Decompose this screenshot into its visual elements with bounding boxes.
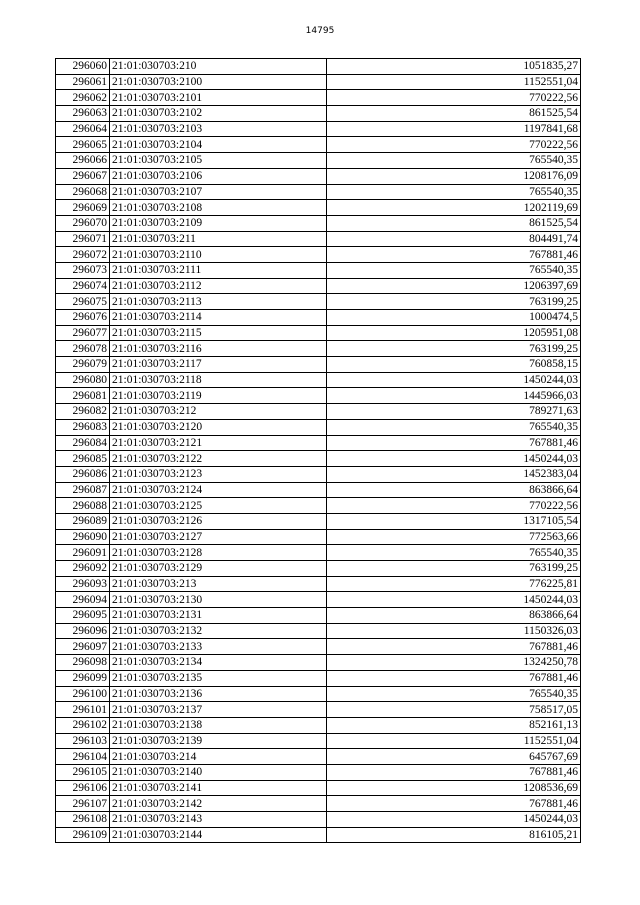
cadastral-number-cell: 21:01:030703:2140: [110, 764, 327, 780]
row-number-cell: 296097: [56, 639, 110, 655]
table-row: [56, 498, 581, 514]
cadastral-number-cell: 21:01:030703:2113: [110, 294, 327, 310]
row-number-cell: 296090: [56, 529, 110, 545]
cadastral-value-cell: 1197841,68: [327, 121, 581, 137]
table-row: [56, 686, 581, 702]
cadastral-value-cell: 1445966,03: [327, 388, 581, 404]
cadastral-value-cell: 765540,35: [327, 686, 581, 702]
cadastral-value-cell: 1450244,03: [327, 592, 581, 608]
cadastral-number-cell: 21:01:030703:2112: [110, 278, 327, 294]
table-row: [56, 278, 581, 294]
cadastral-value-cell: 763199,25: [327, 561, 581, 577]
page-number: 14795: [305, 26, 335, 36]
table-row: [56, 749, 581, 765]
cadastral-number-cell: 21:01:030703:2128: [110, 545, 327, 561]
cadastral-number-cell: 21:01:030703:2131: [110, 608, 327, 624]
table-row: [56, 341, 581, 357]
cadastral-number-cell: 21:01:030703:2122: [110, 451, 327, 467]
cadastral-number-cell: 21:01:030703:2137: [110, 702, 327, 718]
row-number-cell: 296095: [56, 608, 110, 624]
cadastral-value-cell: 763199,25: [327, 294, 581, 310]
row-number-cell: 296088: [56, 498, 110, 514]
row-number-cell: 296061: [56, 74, 110, 90]
row-number-cell: 296077: [56, 325, 110, 341]
cadastral-value-cell: 645767,69: [327, 749, 581, 765]
cadastral-value-cell: 765540,35: [327, 184, 581, 200]
table-row: [56, 623, 581, 639]
cadastral-value-cell: 758517,05: [327, 702, 581, 718]
cadastral-number-cell: 21:01:030703:2126: [110, 513, 327, 529]
table-row: [56, 215, 581, 231]
table-row: [56, 655, 581, 671]
row-number-cell: 296096: [56, 623, 110, 639]
table-body: [56, 59, 581, 843]
row-number-cell: 296100: [56, 686, 110, 702]
cadastral-value-cell: 765540,35: [327, 153, 581, 169]
cadastral-number-cell: 21:01:030703:2114: [110, 310, 327, 326]
row-number-cell: 296108: [56, 812, 110, 828]
table-row: [56, 670, 581, 686]
row-number-cell: 296075: [56, 294, 110, 310]
table-row: [56, 764, 581, 780]
row-number-cell: 296089: [56, 513, 110, 529]
cadastral-number-cell: 21:01:030703:2102: [110, 106, 327, 122]
cadastral-value-cell: 852161,13: [327, 717, 581, 733]
row-number-cell: 296074: [56, 278, 110, 294]
row-number-cell: 296065: [56, 137, 110, 153]
row-number-cell: 296094: [56, 592, 110, 608]
table-row: [56, 247, 581, 263]
row-number-cell: 296080: [56, 372, 110, 388]
row-number-cell: 296105: [56, 764, 110, 780]
row-number-cell: 296091: [56, 545, 110, 561]
table-row: [56, 325, 581, 341]
cadastral-value-cell: 863866,64: [327, 608, 581, 624]
table-row: [56, 639, 581, 655]
row-number-cell: 296102: [56, 717, 110, 733]
cadastral-value-cell: 863866,64: [327, 482, 581, 498]
cadastral-value-cell: 804491,74: [327, 231, 581, 247]
row-number-cell: 296083: [56, 419, 110, 435]
table-row: [56, 780, 581, 796]
cadastral-number-cell: 21:01:030703:2104: [110, 137, 327, 153]
cadastral-value-cell: 1202119,69: [327, 200, 581, 216]
row-number-cell: 296063: [56, 106, 110, 122]
cadastral-number-cell: 21:01:030703:2115: [110, 325, 327, 341]
cadastral-value-cell: 1317105,54: [327, 513, 581, 529]
cadastral-value-cell: 767881,46: [327, 796, 581, 812]
row-number-cell: 296076: [56, 310, 110, 326]
row-number-cell: 296067: [56, 168, 110, 184]
cadastral-value-cell: 1152551,04: [327, 74, 581, 90]
table-row: [56, 262, 581, 278]
cadastral-value-cell: 1450244,03: [327, 451, 581, 467]
table-row: [56, 357, 581, 373]
cadastral-value-cell: 1208536,69: [327, 780, 581, 796]
table-row: [56, 592, 581, 608]
row-number-cell: 296104: [56, 749, 110, 765]
cadastral-number-cell: 21:01:030703:211: [110, 231, 327, 247]
cadastral-number-cell: 21:01:030703:2108: [110, 200, 327, 216]
row-number-cell: 296103: [56, 733, 110, 749]
table-row: [56, 576, 581, 592]
cadastral-value-cell: 765540,35: [327, 419, 581, 435]
cadastral-number-cell: 21:01:030703:2134: [110, 655, 327, 671]
cadastral-number-cell: 21:01:030703:2138: [110, 717, 327, 733]
cadastral-number-cell: 21:01:030703:2101: [110, 90, 327, 106]
cadastral-number-cell: 21:01:030703:2111: [110, 262, 327, 278]
cadastral-number-cell: 21:01:030703:2105: [110, 153, 327, 169]
cadastral-number-cell: 21:01:030703:2119: [110, 388, 327, 404]
cadastral-number-cell: 21:01:030703:2110: [110, 247, 327, 263]
table-row: [56, 59, 581, 75]
row-number-cell: 296109: [56, 827, 110, 843]
cadastral-number-cell: 21:01:030703:2118: [110, 372, 327, 388]
table-row: [56, 733, 581, 749]
cadastral-value-cell: 767881,46: [327, 435, 581, 451]
cadastral-number-cell: 21:01:030703:2139: [110, 733, 327, 749]
cadastral-number-cell: 21:01:030703:2125: [110, 498, 327, 514]
cadastral-number-cell: 21:01:030703:2124: [110, 482, 327, 498]
table-row: [56, 466, 581, 482]
table-row: [56, 90, 581, 106]
row-number-cell: 296107: [56, 796, 110, 812]
row-number-cell: 296086: [56, 466, 110, 482]
cadastral-value-cell: 767881,46: [327, 639, 581, 655]
table-row: [56, 419, 581, 435]
table-row: [56, 545, 581, 561]
row-number-cell: 296066: [56, 153, 110, 169]
cadastral-number-cell: 21:01:030703:2136: [110, 686, 327, 702]
cadastral-number-cell: 21:01:030703:2144: [110, 827, 327, 843]
cadastral-number-cell: 21:01:030703:2117: [110, 357, 327, 373]
table-row: [56, 435, 581, 451]
cadastral-number-cell: 21:01:030703:2106: [110, 168, 327, 184]
table-row: [56, 388, 581, 404]
table-row: [56, 482, 581, 498]
cadastral-number-cell: 21:01:030703:2109: [110, 215, 327, 231]
row-number-cell: 296106: [56, 780, 110, 796]
cadastral-number-cell: 21:01:030703:2142: [110, 796, 327, 812]
row-number-cell: 296082: [56, 404, 110, 420]
cadastral-number-cell: 21:01:030703:2129: [110, 561, 327, 577]
row-number-cell: 296062: [56, 90, 110, 106]
cadastral-number-cell: 21:01:030703:2121: [110, 435, 327, 451]
cadastral-value-cell: 1452383,04: [327, 466, 581, 482]
cadastral-number-cell: 21:01:030703:2107: [110, 184, 327, 200]
cadastral-value-table: [55, 58, 581, 843]
table-row: [56, 121, 581, 137]
cadastral-number-cell: 21:01:030703:214: [110, 749, 327, 765]
cadastral-value-cell: 770222,56: [327, 137, 581, 153]
row-number-cell: 296079: [56, 357, 110, 373]
table-row: [56, 529, 581, 545]
row-number-cell: 296085: [56, 451, 110, 467]
table-row: [56, 702, 581, 718]
row-number-cell: 296099: [56, 670, 110, 686]
cadastral-number-cell: 21:01:030703:2135: [110, 670, 327, 686]
cadastral-number-cell: 21:01:030703:2123: [110, 466, 327, 482]
row-number-cell: 296098: [56, 655, 110, 671]
cadastral-value-cell: 1450244,03: [327, 372, 581, 388]
table-row: [56, 106, 581, 122]
cadastral-value-cell: 765540,35: [327, 262, 581, 278]
cadastral-number-cell: 21:01:030703:210: [110, 59, 327, 75]
table-row: [56, 404, 581, 420]
table-row: [56, 184, 581, 200]
cadastral-number-cell: 21:01:030703:2127: [110, 529, 327, 545]
row-number-cell: 296072: [56, 247, 110, 263]
table-row: [56, 451, 581, 467]
cadastral-value-cell: 861525,54: [327, 106, 581, 122]
cadastral-number-cell: 21:01:030703:2103: [110, 121, 327, 137]
cadastral-value-cell: 861525,54: [327, 215, 581, 231]
cadastral-number-cell: 21:01:030703:2116: [110, 341, 327, 357]
cadastral-value-cell: 816105,21: [327, 827, 581, 843]
cadastral-number-cell: 21:01:030703:2133: [110, 639, 327, 655]
table-row: [56, 74, 581, 90]
row-number-cell: 296092: [56, 561, 110, 577]
cadastral-value-cell: 1051835,27: [327, 59, 581, 75]
row-number-cell: 296064: [56, 121, 110, 137]
row-number-cell: 296073: [56, 262, 110, 278]
table-row: [56, 827, 581, 843]
cadastral-value-cell: 1150326,03: [327, 623, 581, 639]
cadastral-number-cell: 21:01:030703:2141: [110, 780, 327, 796]
cadastral-value-cell: 1000474,5: [327, 310, 581, 326]
table-row: [56, 200, 581, 216]
table-row: [56, 608, 581, 624]
table-row: [56, 294, 581, 310]
row-number-cell: 296068: [56, 184, 110, 200]
row-number-cell: 296078: [56, 341, 110, 357]
cadastral-value-cell: 767881,46: [327, 764, 581, 780]
cadastral-value-cell: 1450244,03: [327, 812, 581, 828]
cadastral-number-cell: 21:01:030703:2100: [110, 74, 327, 90]
cadastral-value-cell: 1324250,78: [327, 655, 581, 671]
cadastral-value-cell: 763199,25: [327, 341, 581, 357]
cadastral-value-cell: 770222,56: [327, 498, 581, 514]
row-number-cell: 296070: [56, 215, 110, 231]
row-number-cell: 296087: [56, 482, 110, 498]
table-row: [56, 513, 581, 529]
cadastral-value-cell: 767881,46: [327, 670, 581, 686]
cadastral-value-cell: 770222,56: [327, 90, 581, 106]
cadastral-number-cell: 21:01:030703:212: [110, 404, 327, 420]
cadastral-number-cell: 21:01:030703:2120: [110, 419, 327, 435]
table-row: [56, 137, 581, 153]
table-row: [56, 372, 581, 388]
cadastral-value-cell: 776225,81: [327, 576, 581, 592]
cadastral-value-cell: 760858,15: [327, 357, 581, 373]
cadastral-value-cell: 1152551,04: [327, 733, 581, 749]
cadastral-value-cell: 1206397,69: [327, 278, 581, 294]
cadastral-value-cell: 1205951,08: [327, 325, 581, 341]
table-row: [56, 561, 581, 577]
row-number-cell: 296071: [56, 231, 110, 247]
table-row: [56, 153, 581, 169]
row-number-cell: 296084: [56, 435, 110, 451]
cadastral-number-cell: 21:01:030703:2130: [110, 592, 327, 608]
cadastral-value-cell: 789271,63: [327, 404, 581, 420]
cadastral-value-cell: 765540,35: [327, 545, 581, 561]
table-row: [56, 796, 581, 812]
row-number-cell: 296093: [56, 576, 110, 592]
row-number-cell: 296069: [56, 200, 110, 216]
cadastral-number-cell: 21:01:030703:2143: [110, 812, 327, 828]
table-row: [56, 717, 581, 733]
cadastral-number-cell: 21:01:030703:213: [110, 576, 327, 592]
row-number-cell: 296060: [56, 59, 110, 75]
cadastral-value-cell: 1208176,09: [327, 168, 581, 184]
table-row: [56, 812, 581, 828]
cadastral-value-cell: 767881,46: [327, 247, 581, 263]
cadastral-value-cell: 772563,66: [327, 529, 581, 545]
table-row: [56, 168, 581, 184]
table-row: [56, 231, 581, 247]
table-row: [56, 310, 581, 326]
cadastral-number-cell: 21:01:030703:2132: [110, 623, 327, 639]
row-number-cell: 296101: [56, 702, 110, 718]
row-number-cell: 296081: [56, 388, 110, 404]
